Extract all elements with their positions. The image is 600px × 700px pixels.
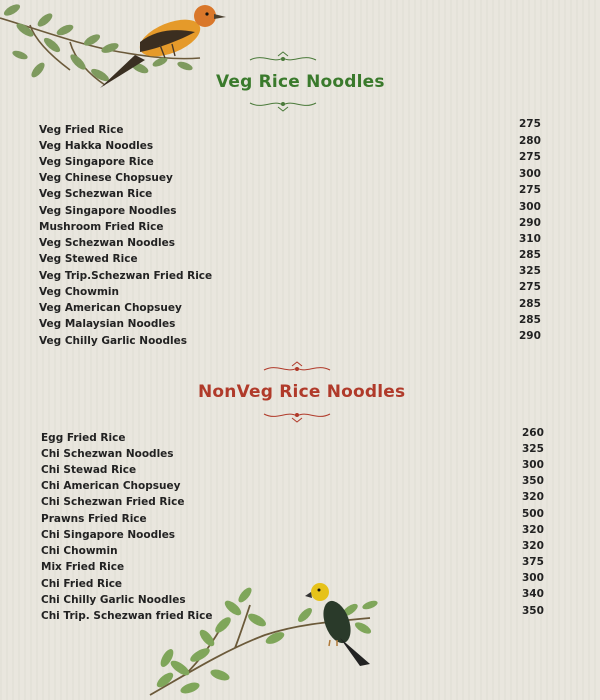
bird-on-branch-icon	[0, 0, 230, 95]
menu-item-price: 275	[519, 184, 541, 196]
menu-item-name: Veg Singapore Noodles	[39, 205, 177, 217]
menu-item-name: Veg Fried Rice	[39, 124, 124, 136]
menu-item-name: Veg Chilly Garlic Noodles	[39, 335, 187, 347]
menu-item-price: 300	[519, 168, 541, 180]
menu-item-name: Chi Schezwan Fried Rice	[41, 496, 185, 508]
menu-item-price: 275	[519, 118, 541, 130]
menu-item-price: 260	[522, 427, 544, 439]
menu-item-price: 300	[519, 201, 541, 213]
menu-item-name: Chi Stewad Rice	[41, 464, 137, 476]
flourish-ornament-top	[248, 50, 318, 66]
menu-item-name: Chi Singapore Noodles	[41, 529, 176, 541]
menu-item-price: 325	[519, 265, 541, 277]
flourish-ornament-bottom	[248, 97, 318, 113]
veg-section-title: Veg Rice Noodles	[216, 72, 385, 92]
menu-item-name: Veg Stewed Rice	[39, 253, 138, 265]
menu-item-name: Veg Chowmin	[39, 286, 119, 298]
menu-item-name: Veg American Chopsuey	[39, 302, 182, 314]
flourish-ornament-top	[262, 360, 332, 376]
menu-item-name: Chi Chowmin	[41, 545, 118, 557]
menu-item-name: Veg Schezwan Noodles	[39, 237, 175, 249]
nonveg-section-title: NonVeg Rice Noodles	[198, 382, 406, 402]
menu-item-name: Veg Hakka Noodles	[39, 140, 154, 152]
flourish-ornament-bottom	[262, 408, 332, 424]
menu-item-price: 320	[522, 524, 544, 536]
menu-item-price: 340	[522, 588, 544, 600]
menu-item-name: Egg Fried Rice	[41, 432, 126, 444]
menu-item-price: 320	[522, 540, 544, 552]
menu-item-price: 350	[522, 605, 544, 617]
menu-item-name: Veg Schezwan Rice	[39, 188, 153, 200]
menu-item-name: Veg Chinese Chopsuey	[39, 172, 173, 184]
menu-item-name: Prawns Fried Rice	[41, 513, 147, 525]
menu-item-name: Chi Fried Rice	[41, 578, 123, 590]
menu-item-name: Chi Chilly Garlic Noodles	[41, 594, 186, 606]
menu-item-name: Veg Singapore Rice	[39, 156, 154, 168]
menu-item-price: 285	[519, 249, 541, 261]
menu-item-price: 350	[522, 475, 544, 487]
menu-item-name: Mix Fried Rice	[41, 561, 125, 573]
menu-item-name: Chi Schezwan Noodles	[41, 448, 174, 460]
veg-menu-list	[39, 124, 299, 354]
menu-item-price: 310	[519, 233, 541, 245]
menu-item-price: 320	[522, 491, 544, 503]
menu-item-name: Chi Trip. Schezwan fried Rice	[41, 610, 213, 622]
menu-item-name: Mushroom Fried Rice	[39, 221, 164, 233]
menu-item-price: 285	[519, 298, 541, 310]
menu-item-price: 300	[522, 572, 544, 584]
menu-item-price: 300	[522, 459, 544, 471]
menu-item-price: 290	[519, 330, 541, 342]
menu-item-name: Veg Malaysian Noodles	[39, 318, 176, 330]
menu-item-name: Chi American Chopsuey	[41, 480, 181, 492]
menu-item-name: Veg Trip.Schezwan Fried Rice	[39, 270, 213, 282]
menu-item-price: 285	[519, 314, 541, 326]
parrot-on-branch-icon	[145, 580, 390, 700]
menu-item-price: 325	[522, 443, 544, 455]
menu-item-price: 280	[519, 135, 541, 147]
menu-item-price: 500	[522, 508, 544, 520]
menu-item-price: 375	[522, 556, 544, 568]
menu-item-price: 290	[519, 217, 541, 229]
menu-item-price: 275	[519, 281, 541, 293]
menu-item-price: 275	[519, 151, 541, 163]
